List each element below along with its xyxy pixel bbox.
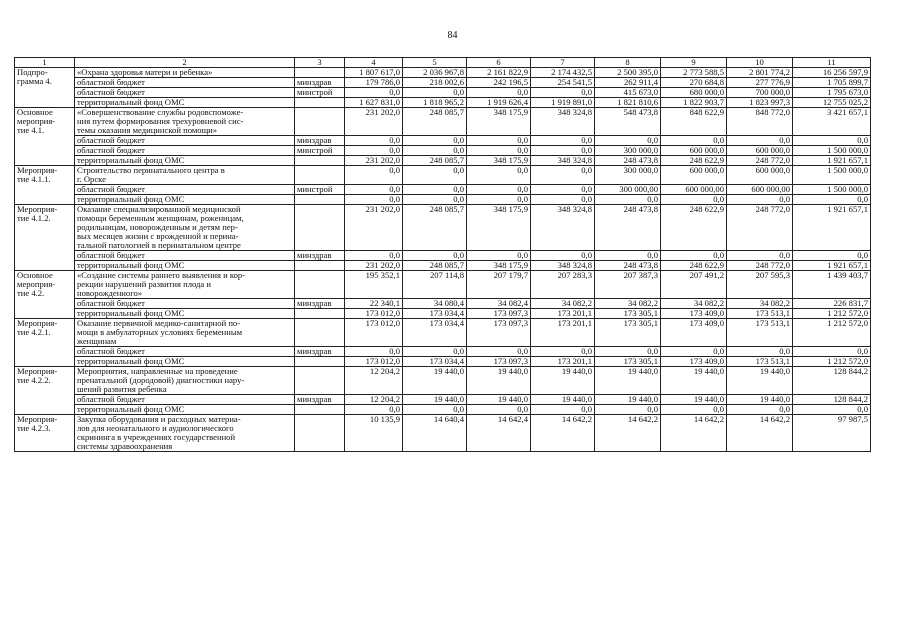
value-cell: 173 201,1 — [531, 319, 595, 347]
item-name-cell: областной бюджет — [75, 251, 295, 261]
value-cell: 0,0 — [467, 185, 531, 195]
value-cell: 173 305,1 — [595, 319, 661, 347]
table-row — [15, 271, 871, 299]
value-cell: 0,0 — [531, 146, 595, 156]
value-cell: 0,0 — [467, 195, 531, 205]
value-cell: 19 440,0 — [403, 367, 467, 395]
executor-cell — [295, 367, 345, 395]
value-cell: 254 541,5 — [531, 78, 595, 88]
value-cell: 0,0 — [345, 185, 403, 195]
value-cell: 231 202,0 — [345, 108, 403, 136]
value-cell: 0,0 — [345, 136, 403, 146]
program-code-cell: Мероприя- тие 4.2.1. — [15, 319, 75, 367]
value-cell: 173 012,0 — [345, 309, 403, 319]
value-cell: 1 627 831,0 — [345, 98, 403, 108]
column-header: 4 — [345, 58, 403, 68]
value-cell: 0,0 — [531, 347, 595, 357]
value-cell: 0,0 — [403, 88, 467, 98]
value-cell: 173 513,1 — [727, 319, 793, 347]
value-cell: 2 161 822,9 — [467, 68, 531, 78]
value-cell: 14 642,2 — [727, 415, 793, 452]
value-cell: 128 844,2 — [793, 367, 871, 395]
value-cell: 1 500 000,0 — [793, 166, 871, 185]
item-name-cell: областной бюджет — [75, 136, 295, 146]
value-cell: 1 500 000,0 — [793, 146, 871, 156]
table-row — [15, 166, 871, 185]
program-code-cell: Мероприя- тие 4.1.2. — [15, 205, 75, 271]
value-cell: 0,0 — [727, 136, 793, 146]
executor-cell — [295, 195, 345, 205]
table-row — [15, 98, 871, 108]
item-name-cell: «Совершенствование службы родовспоможе- ния путем формирования трехуровневой сис- темы оказания медицинской помощи» — [75, 108, 295, 136]
item-name-cell: Оказание первичной медико-санитарной по- мощи в амбулаторных условиях беременным женщинам — [75, 319, 295, 347]
item-name-cell: территориальный фонд ОМС — [75, 357, 295, 367]
value-cell: 207 283,3 — [531, 271, 595, 299]
item-name-cell: территориальный фонд ОМС — [75, 261, 295, 271]
value-cell: 128 844,2 — [793, 395, 871, 405]
value-cell: 0,0 — [595, 136, 661, 146]
column-header: 10 — [727, 58, 793, 68]
value-cell: 0,0 — [467, 347, 531, 357]
value-cell: 0,0 — [661, 347, 727, 357]
item-name-cell: «Создание системы раннего выявления и кор- рекции нарушений развития плода и новорожденного» — [75, 271, 295, 299]
value-cell: 173 201,1 — [531, 309, 595, 319]
table-row — [15, 357, 871, 367]
column-header: 9 — [661, 58, 727, 68]
item-name-cell: «Охрана здоровья матери и ребенка» — [75, 68, 295, 78]
page-number: 84 — [447, 30, 458, 41]
value-cell: 173 305,1 — [595, 309, 661, 319]
value-cell: 1 705 899,7 — [793, 78, 871, 88]
value-cell: 1 919 626,4 — [467, 98, 531, 108]
executor-cell — [295, 319, 345, 347]
column-header: 8 — [595, 58, 661, 68]
value-cell: 0,0 — [531, 136, 595, 146]
item-name-cell: областной бюджет — [75, 395, 295, 405]
value-cell: 270 684,8 — [661, 78, 727, 88]
value-cell: 19 440,0 — [661, 395, 727, 405]
budget-table — [14, 57, 871, 452]
value-cell: 348 324,8 — [531, 156, 595, 166]
executor-cell: минстрой — [295, 146, 345, 156]
value-cell: 207 179,7 — [467, 271, 531, 299]
value-cell: 14 642,2 — [595, 415, 661, 452]
value-cell: 231 202,0 — [345, 156, 403, 166]
value-cell: 348 175,9 — [467, 156, 531, 166]
executor-cell — [295, 108, 345, 136]
table-row — [15, 299, 871, 309]
value-cell: 207 114,8 — [403, 271, 467, 299]
value-cell: 0,0 — [531, 88, 595, 98]
value-cell: 848 622,9 — [661, 108, 727, 136]
value-cell: 14 640,4 — [403, 415, 467, 452]
value-cell: 34 082,2 — [531, 299, 595, 309]
value-cell: 0,0 — [793, 136, 871, 146]
value-cell: 700 000,0 — [727, 88, 793, 98]
value-cell: 19 440,0 — [403, 395, 467, 405]
value-cell: 19 440,0 — [661, 367, 727, 395]
value-cell: 0,0 — [595, 195, 661, 205]
value-cell: 19 440,0 — [531, 367, 595, 395]
value-cell: 248 772,0 — [727, 261, 793, 271]
value-cell: 12 755 025,2 — [793, 98, 871, 108]
column-header: 11 — [793, 58, 871, 68]
table-row — [15, 78, 871, 88]
value-cell: 19 440,0 — [531, 395, 595, 405]
program-code-cell: Мероприя- тие 4.1.1. — [15, 166, 75, 205]
value-cell: 680 000,0 — [661, 88, 727, 98]
value-cell: 1 439 403,7 — [793, 271, 871, 299]
value-cell: 173 513,1 — [727, 357, 793, 367]
value-cell: 0,0 — [345, 251, 403, 261]
value-cell: 248 085,7 — [403, 156, 467, 166]
value-cell: 277 776,9 — [727, 78, 793, 88]
value-cell: 1 212 572,0 — [793, 357, 871, 367]
value-cell: 415 673,0 — [595, 88, 661, 98]
value-cell: 2 773 588,5 — [661, 68, 727, 78]
value-cell: 0,0 — [345, 195, 403, 205]
value-cell: 2 801 774,2 — [727, 68, 793, 78]
value-cell: 1 919 891,0 — [531, 98, 595, 108]
value-cell: 173 097,3 — [467, 319, 531, 347]
value-cell: 0,0 — [403, 136, 467, 146]
value-cell: 0,0 — [345, 88, 403, 98]
value-cell: 300 000,0 — [595, 146, 661, 156]
executor-cell: минздрав — [295, 251, 345, 261]
value-cell: 173 097,3 — [467, 357, 531, 367]
value-cell: 248 772,0 — [727, 156, 793, 166]
value-cell: 231 202,0 — [345, 205, 403, 251]
value-cell: 0,0 — [467, 136, 531, 146]
value-cell: 248 085,7 — [403, 261, 467, 271]
value-cell: 14 642,2 — [531, 415, 595, 452]
executor-cell: минстрой — [295, 88, 345, 98]
value-cell: 0,0 — [467, 405, 531, 415]
value-cell: 0,0 — [727, 251, 793, 261]
executor-cell — [295, 98, 345, 108]
value-cell: 1 921 657,1 — [793, 205, 871, 251]
value-cell: 0,0 — [727, 195, 793, 205]
value-cell: 0,0 — [793, 405, 871, 415]
value-cell: 0,0 — [403, 166, 467, 185]
column-header: 6 — [467, 58, 531, 68]
table-row — [15, 261, 871, 271]
table-row — [15, 367, 871, 395]
value-cell: 195 352,1 — [345, 271, 403, 299]
value-cell: 0,0 — [793, 195, 871, 205]
value-cell: 10 135,9 — [345, 415, 403, 452]
value-cell: 173 012,0 — [345, 357, 403, 367]
table-row — [15, 319, 871, 347]
value-cell: 262 911,4 — [595, 78, 661, 88]
value-cell: 19 440,0 — [467, 395, 531, 405]
value-cell: 348 324,8 — [531, 205, 595, 251]
executor-cell — [295, 156, 345, 166]
value-cell: 19 440,0 — [727, 367, 793, 395]
header-row — [15, 58, 871, 68]
value-cell: 0,0 — [531, 166, 595, 185]
value-cell: 19 440,0 — [727, 395, 793, 405]
item-name-cell: Строительство перинатального центра в г. Орске — [75, 166, 295, 185]
value-cell: 600 000,00 — [727, 185, 793, 195]
value-cell: 2 500 395,0 — [595, 68, 661, 78]
value-cell: 600 000,0 — [661, 146, 727, 156]
value-cell: 600 000,0 — [661, 166, 727, 185]
value-cell: 173 305,1 — [595, 357, 661, 367]
value-cell: 0,0 — [403, 185, 467, 195]
value-cell: 348 175,9 — [467, 261, 531, 271]
value-cell: 248 085,7 — [403, 108, 467, 136]
executor-cell — [295, 357, 345, 367]
value-cell: 242 196,5 — [467, 78, 531, 88]
value-cell: 173 034,4 — [403, 357, 467, 367]
value-cell: 248 085,7 — [403, 205, 467, 251]
item-name-cell: территориальный фонд ОМС — [75, 405, 295, 415]
value-cell: 1 822 903,7 — [661, 98, 727, 108]
value-cell: 207 491,2 — [661, 271, 727, 299]
value-cell: 848 772,0 — [727, 108, 793, 136]
table-row — [15, 88, 871, 98]
value-cell: 0,0 — [727, 405, 793, 415]
value-cell: 173 409,0 — [661, 319, 727, 347]
value-cell: 248 622,9 — [661, 261, 727, 271]
value-cell: 14 642,2 — [661, 415, 727, 452]
item-name-cell: территориальный фонд ОМС — [75, 156, 295, 166]
value-cell: 600 000,0 — [727, 146, 793, 156]
item-name-cell: территориальный фонд ОМС — [75, 309, 295, 319]
value-cell: 14 642,4 — [467, 415, 531, 452]
item-name-cell: областной бюджет — [75, 185, 295, 195]
value-cell: 0,0 — [531, 195, 595, 205]
value-cell: 300 000,0 — [595, 166, 661, 185]
value-cell: 34 082,2 — [595, 299, 661, 309]
value-cell: 97 987,5 — [793, 415, 871, 452]
table-row — [15, 415, 871, 452]
item-name-cell: Оказание специализированной медицинской помощи беременным женщинам, роженицам, родильницам, новорожденным и детям пер- вых месяцев жизни с врожденной и перина- тальной патологией в перинатальном центре — [75, 205, 295, 251]
executor-cell — [295, 309, 345, 319]
value-cell: 600 000,00 — [661, 185, 727, 195]
value-cell: 0,0 — [531, 251, 595, 261]
executor-cell — [295, 271, 345, 299]
table-row — [15, 405, 871, 415]
executor-cell: минстрой — [295, 185, 345, 195]
value-cell: 173 513,1 — [727, 309, 793, 319]
value-cell: 0,0 — [661, 251, 727, 261]
item-name-cell: территориальный фонд ОМС — [75, 98, 295, 108]
executor-cell — [295, 68, 345, 78]
value-cell: 173 097,3 — [467, 309, 531, 319]
item-name-cell: областной бюджет — [75, 146, 295, 156]
value-cell: 0,0 — [661, 136, 727, 146]
value-cell: 248 622,9 — [661, 205, 727, 251]
column-header: 5 — [403, 58, 467, 68]
value-cell: 173 034,4 — [403, 309, 467, 319]
value-cell: 0,0 — [793, 347, 871, 357]
column-header: 2 — [75, 58, 295, 68]
value-cell: 0,0 — [345, 166, 403, 185]
table-row — [15, 136, 871, 146]
value-cell: 34 082,2 — [727, 299, 793, 309]
value-cell: 0,0 — [595, 405, 661, 415]
value-cell: 1 818 965,2 — [403, 98, 467, 108]
table-row — [15, 156, 871, 166]
value-cell: 12 204,2 — [345, 395, 403, 405]
value-cell: 0,0 — [661, 405, 727, 415]
executor-cell — [295, 166, 345, 185]
value-cell: 0,0 — [531, 185, 595, 195]
value-cell: 207 387,3 — [595, 271, 661, 299]
value-cell: 348 324,8 — [531, 108, 595, 136]
value-cell: 0,0 — [661, 195, 727, 205]
program-code-cell: Мероприя- тие 4.2.2. — [15, 367, 75, 415]
value-cell: 173 201,1 — [531, 357, 595, 367]
value-cell: 226 831,7 — [793, 299, 871, 309]
value-cell: 0,0 — [345, 347, 403, 357]
value-cell: 1 807 617,0 — [345, 68, 403, 78]
table-row — [15, 185, 871, 195]
value-cell: 248 473,8 — [595, 205, 661, 251]
table-row — [15, 309, 871, 319]
value-cell: 0,0 — [595, 347, 661, 357]
value-cell: 22 340,1 — [345, 299, 403, 309]
value-cell: 0,0 — [793, 251, 871, 261]
value-cell: 0,0 — [403, 195, 467, 205]
value-cell: 0,0 — [403, 251, 467, 261]
value-cell: 0,0 — [403, 347, 467, 357]
value-cell: 19 440,0 — [595, 395, 661, 405]
table-row — [15, 251, 871, 261]
program-code-cell: Подпро- грамма 4. — [15, 68, 75, 108]
value-cell: 0,0 — [531, 405, 595, 415]
program-code-cell: Основное мероприя- тие 4.1. — [15, 108, 75, 166]
value-cell: 34 082,2 — [661, 299, 727, 309]
table-row — [15, 395, 871, 405]
value-cell: 1 921 657,1 — [793, 261, 871, 271]
table-row — [15, 108, 871, 136]
value-cell: 0,0 — [467, 88, 531, 98]
value-cell: 0,0 — [345, 146, 403, 156]
value-cell: 19 440,0 — [595, 367, 661, 395]
executor-cell: минздрав — [295, 299, 345, 309]
value-cell: 34 082,4 — [467, 299, 531, 309]
executor-cell: минздрав — [295, 136, 345, 146]
value-cell: 548 473,8 — [595, 108, 661, 136]
executor-cell — [295, 261, 345, 271]
value-cell: 248 622,9 — [661, 156, 727, 166]
item-name-cell: областной бюджет — [75, 299, 295, 309]
value-cell: 1 795 673,0 — [793, 88, 871, 98]
value-cell: 248 772,0 — [727, 205, 793, 251]
value-cell: 1 212 572,0 — [793, 309, 871, 319]
value-cell: 1 823 997,3 — [727, 98, 793, 108]
program-code-cell: Мероприя- тие 4.2.3. — [15, 415, 75, 452]
value-cell: 2 174 432,5 — [531, 68, 595, 78]
table-row — [15, 205, 871, 251]
value-cell: 1 212 572,0 — [793, 319, 871, 347]
value-cell: 0,0 — [595, 251, 661, 261]
value-cell: 0,0 — [403, 405, 467, 415]
executor-cell — [295, 405, 345, 415]
executor-cell: минздрав — [295, 347, 345, 357]
value-cell: 0,0 — [403, 146, 467, 156]
value-cell: 1 921 657,1 — [793, 156, 871, 166]
value-cell: 173 012,0 — [345, 319, 403, 347]
program-code-cell: Основное мероприя- тие 4.2. — [15, 271, 75, 319]
value-cell: 231 202,0 — [345, 261, 403, 271]
value-cell: 207 595,3 — [727, 271, 793, 299]
value-cell: 0,0 — [467, 146, 531, 156]
value-cell: 248 473,8 — [595, 156, 661, 166]
column-header: 1 — [15, 58, 75, 68]
executor-cell — [295, 415, 345, 452]
value-cell: 348 175,9 — [467, 205, 531, 251]
value-cell: 1 821 810,6 — [595, 98, 661, 108]
item-name-cell: территориальный фонд ОМС — [75, 195, 295, 205]
table-row — [15, 195, 871, 205]
value-cell: 600 000,0 — [727, 166, 793, 185]
value-cell: 0,0 — [345, 405, 403, 415]
value-cell: 0,0 — [727, 347, 793, 357]
executor-cell — [295, 205, 345, 251]
item-name-cell: Закупка оборудования и расходных материа- лов для неонатального и аудиологического скрининга в учреждениях государственной системы здравоохранения — [75, 415, 295, 452]
value-cell: 248 473,8 — [595, 261, 661, 271]
value-cell: 348 175,9 — [467, 108, 531, 136]
value-cell: 3 421 657,1 — [793, 108, 871, 136]
item-name-cell: Мероприятия, направленные на проведение пренатальной (дородовой) диагностики нару- шений развития ребенка — [75, 367, 295, 395]
value-cell: 16 256 597,9 — [793, 68, 871, 78]
value-cell: 12 204,2 — [345, 367, 403, 395]
value-cell: 0,0 — [467, 166, 531, 185]
table-row — [15, 146, 871, 156]
item-name-cell: областной бюджет — [75, 88, 295, 98]
item-name-cell: областной бюджет — [75, 347, 295, 357]
value-cell: 179 786,0 — [345, 78, 403, 88]
value-cell: 173 034,4 — [403, 319, 467, 347]
table-row — [15, 347, 871, 357]
value-cell: 173 409,0 — [661, 357, 727, 367]
column-header: 7 — [531, 58, 595, 68]
value-cell: 2 036 967,8 — [403, 68, 467, 78]
value-cell: 348 324,8 — [531, 261, 595, 271]
value-cell: 300 000,00 — [595, 185, 661, 195]
executor-cell: минздрав — [295, 395, 345, 405]
value-cell: 218 002,6 — [403, 78, 467, 88]
value-cell: 34 080,4 — [403, 299, 467, 309]
item-name-cell: областной бюджет — [75, 78, 295, 88]
table-row — [15, 68, 871, 78]
value-cell: 1 500 000,0 — [793, 185, 871, 195]
column-header: 3 — [295, 58, 345, 68]
value-cell: 173 409,0 — [661, 309, 727, 319]
executor-cell: минздрав — [295, 78, 345, 88]
value-cell: 19 440,0 — [467, 367, 531, 395]
value-cell: 0,0 — [467, 251, 531, 261]
